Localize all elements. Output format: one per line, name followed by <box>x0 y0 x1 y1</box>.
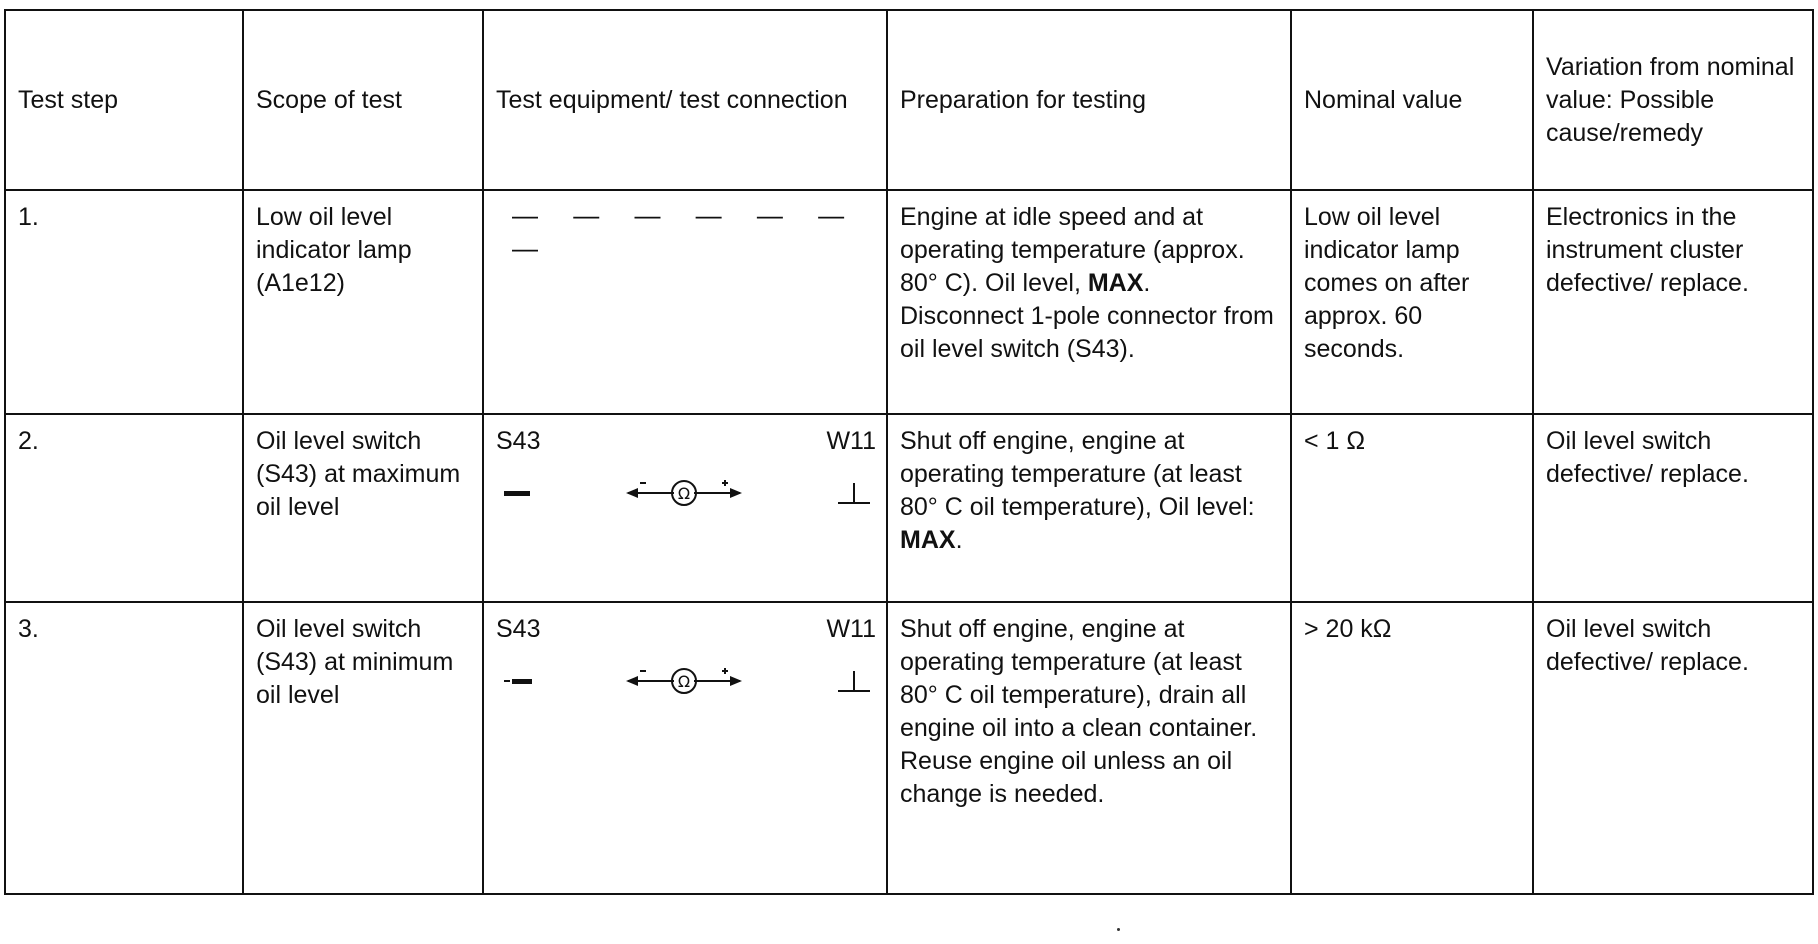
ohm-symbol: Ω <box>677 484 691 503</box>
header-scope-of-test: Scope of test <box>243 10 483 190</box>
step-number: 3. <box>5 602 243 894</box>
step-number: 2. <box>5 414 243 602</box>
test-equipment-cell <box>483 602 887 894</box>
scope-of-test: Oil level switch (S43) at minimum oil level <box>243 602 483 894</box>
preparation-text: Engine at idle speed and at operating temperature (approx. 80° C). Oil level, <box>900 203 1245 297</box>
test-procedure-table <box>4 9 1814 895</box>
preparation-bold: MAX <box>1087 269 1144 297</box>
ohm-symbol: Ω <box>677 672 691 691</box>
variation-remedy: Oil level switch defective/ replace. <box>1533 414 1813 602</box>
table-row <box>5 190 1813 414</box>
nominal-value: Low oil level indicator lamp comes on after approx. 60 seconds. <box>1291 190 1533 414</box>
connection-label-w11: W11 <box>826 427 876 455</box>
preparation-period: . <box>955 526 963 554</box>
header-variation: Variation from nominal value: Possible cause/remedy <box>1533 10 1813 190</box>
preparation-cell: Shut off engine, engine at operating temperature (at least 80° C oil temperature), drain all engine oil into a clean container. Reuse engine oil unless an oil change is needed. <box>887 602 1291 894</box>
no-equipment-dashes: — — — — — — — <box>512 200 859 263</box>
header-nominal-value: Nominal value <box>1291 10 1533 190</box>
connection-label-s43: S43 <box>496 615 541 643</box>
preparation-period: . <box>1143 269 1151 297</box>
table-header-row <box>5 10 1813 190</box>
preparation-bold: MAX <box>900 526 956 554</box>
ohmmeter-connection <box>496 613 876 733</box>
table-row <box>5 414 1813 602</box>
preparation-disconnect-text: Disconnect 1-pole connector from oil level switch (S43). <box>900 302 1274 363</box>
header-preparation: Preparation for testing <box>887 10 1291 190</box>
preparation-text: Shut off engine, engine at operating temperature (at least 80° C oil temperature), Oil level: <box>900 427 1255 521</box>
table-row <box>5 602 1813 894</box>
header-test-equipment: Test equipment/ test connection <box>483 10 887 190</box>
test-equipment-cell <box>483 414 887 602</box>
scan-speck <box>1117 928 1120 931</box>
connection-label-s43: S43 <box>496 427 541 455</box>
nominal-value: < 1 Ω <box>1291 414 1533 602</box>
test-equipment-cell <box>483 190 887 414</box>
scope-of-test: Low oil level indicator lamp (A1e12) <box>243 190 483 414</box>
header-test-step: Test step <box>5 10 243 190</box>
step-number: 1. <box>5 190 243 414</box>
preparation-cell <box>887 414 1291 602</box>
ohmmeter-icon <box>496 473 876 513</box>
test-procedure-sheet <box>4 9 1812 895</box>
ohmmeter-connection <box>496 425 876 545</box>
variation-remedy: Oil level switch defective/ replace. <box>1533 602 1813 894</box>
connection-label-w11: W11 <box>826 615 876 643</box>
scope-of-test: Oil level switch (S43) at maximum oil level <box>243 414 483 602</box>
ohmmeter-icon <box>496 661 876 701</box>
nominal-value: > 20 kΩ <box>1291 602 1533 894</box>
preparation-cell <box>887 190 1291 414</box>
variation-remedy: Electronics in the instrument cluster defective/ replace. <box>1533 190 1813 414</box>
